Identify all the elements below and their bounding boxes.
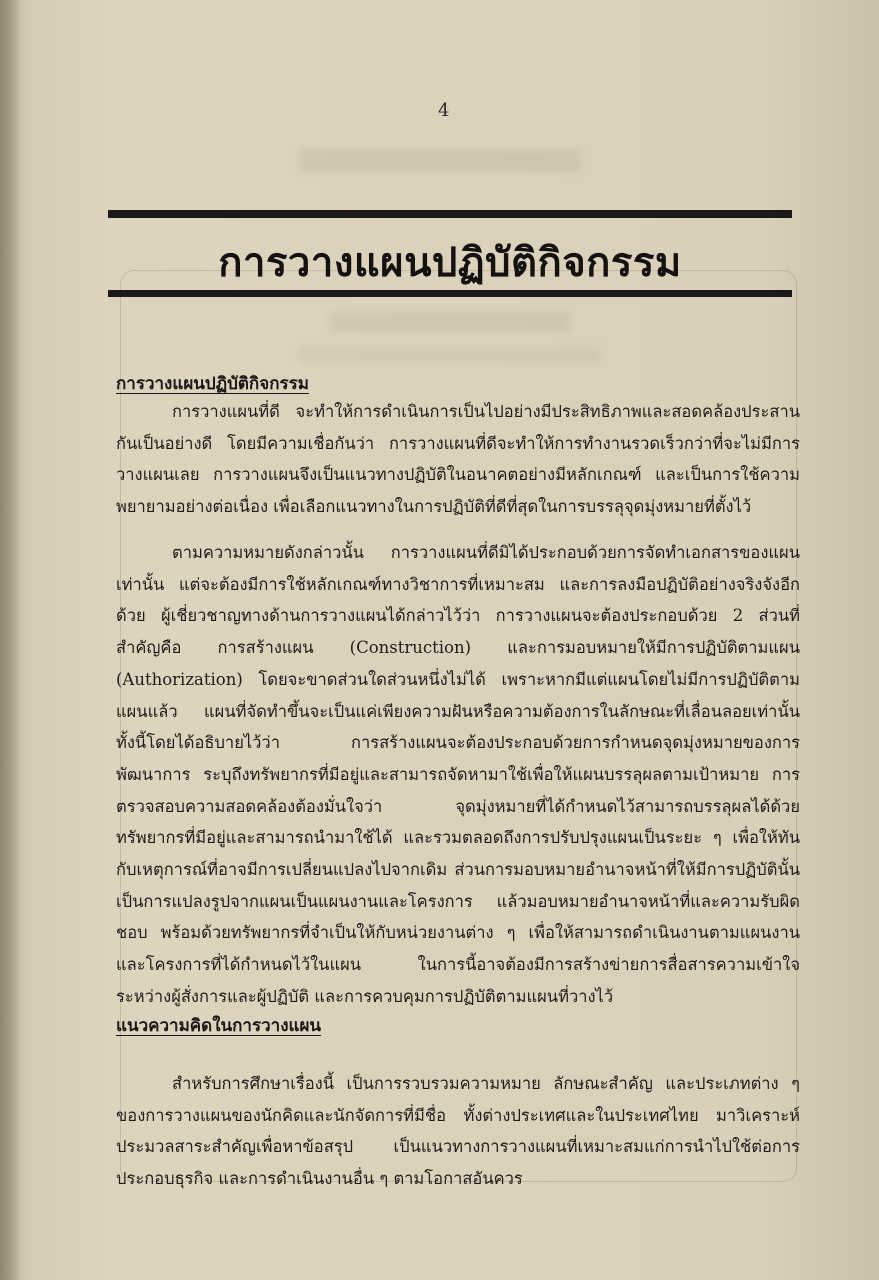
title-rule-top — [108, 210, 792, 218]
paragraph: การวางแผนที่ดี จะทำให้การดำเนินการเป็นไปอย่างมีประสิทธิภาพและสอดคล้องประสานกันเป็นอย่างดี โดยมีความเชื่อกันว่า การวางแผนที่ดีจะทำให้การทำงานรวดเร็วกว่าที่จะไม่มีการวางแผนเลย การวางแผนจึงเป็นแนวทางปฏิบัติในอนาคตอย่างมีหลักเกณฑ์ และเป็นการใช้ความพยายามอย่างต่อเนื่อง เพื่อเลือกแนวทางในการปฏิบัติที่ดีที่สุดในการบรรลุจุดมุ่งหมายที่ตั้งไว้ — [116, 402, 800, 517]
chapter-title-band — [108, 210, 792, 300]
section-heading-planning: การวางแผนปฏิบัติกิจกรรม — [116, 374, 309, 394]
chapter-title: การวางแผนปฏิบัติกิจกรรม — [218, 240, 682, 286]
page-number: 4 — [438, 100, 450, 121]
section-heading-concepts: แนวความคิดในการวางแผน — [116, 1016, 322, 1036]
title-rule-bottom — [108, 290, 792, 297]
spine-shadow — [0, 0, 22, 1280]
paragraph: สำหรับการศึกษาเรื่องนี้ เป็นการรวบรวมความหมาย ลักษณะสำคัญ และประเภทต่าง ๆ ของการวางแผนของนักคิดและนักจัดการที่มีชื่อ ทั้งต่างประเทศและในประเทศไทย มาวิเคราะห์ประมวลสาระสำคัญเพื่อหาข้อสรุป เป็นแนวทางการวางแผนที่เหมาะสมแก่การนำไปใช้ต่อการประกอบธุรกิจ และการดำเนินงานอื่น ๆ ตามโอกาสอันควร — [116, 1074, 800, 1189]
paragraph: ตามความหมายดังกล่าวนั้น การวางแผนที่ดีมิได้ประกอบด้วยการจัดทำเอกสารของแผนเท่านั้น แต่จะต้องมีการใช้หลักเกณฑ์ทางวิชาการที่เหมาะสม และการลงมือปฏิบัติอย่างจริงจังอีกด้วย ผู้เชี่ยวชาญทางด้านการวางแผนได้กล่าวไว้ว่า การวางแผนจะต้องประกอบด้วย 2 ส่วนที่สำคัญคือ การสร้างแผน (Construction) และการมอบหมายให้มีการปฏิบัติตามแผน (Authorization) โดยจะขาดส่วนใดส่วนหนึ่งไม่ได้ เพราะหากมีแต่แผนโดยไม่มีการปฏิบัติตามแผนแล้ว แผนที่จัดทำขึ้นจะเป็นแค่เพียงความฝันหรือความต้องการในลักษณะที่เลื่อนลอยเท่านั้น ทั้งนี้โดยได้อธิบายไว้ว่า การสร้างแผนจะต้องประกอบด้วยการกำหนดจุดมุ่งหมายของการพัฒนาการ ระบุถึงทรัพยากรที่มีอยู่และสามารถจัดหามาใช้เพื่อให้แผนบรรลุผลตามเป้าหมาย การตรวจสอบความสอดคล้องต้องมั่นใจว่า จุดมุ่งหมายที่ได้กำหนดไว้สามารถบรรลุผลได้ด้วยทรัพยากรที่มีอยู่และสามารถนำมาใช้ได้ และรวมตลอดถึงการปรับปรุงแผนเป็นระยะ ๆ เพื่อให้ทันกับเหตุการณ์ที่อาจมีการเปลี่ยนแปลงไปจากเดิม ส่วนการมอบหมายอำนาจหน้าที่ให้มีการปฏิบัตินั้น เป็นการแปลงรูปจากแผนเป็นแผนงานและโครงการ แล้วมอบหมายอำนาจหน้าที่และความรับผิดชอบ พร้อมด้วยทรัพยากรที่จำเป็นให้กับหน่วยงานต่าง ๆ เพื่อให้สามารถดำเนินงานตามแผนงานและโครงการที่ได้กำหนดไว้ในแผน ในการนี้อาจต้องมีการสร้างข่ายการสื่อสารความเข้าใจระหว่างผู้สั่งการและผู้ปฏิบัติ และการควบคุมการปฏิบัติตามแผนที่วางไว้ — [116, 543, 800, 1006]
show-through-text — [300, 150, 580, 172]
